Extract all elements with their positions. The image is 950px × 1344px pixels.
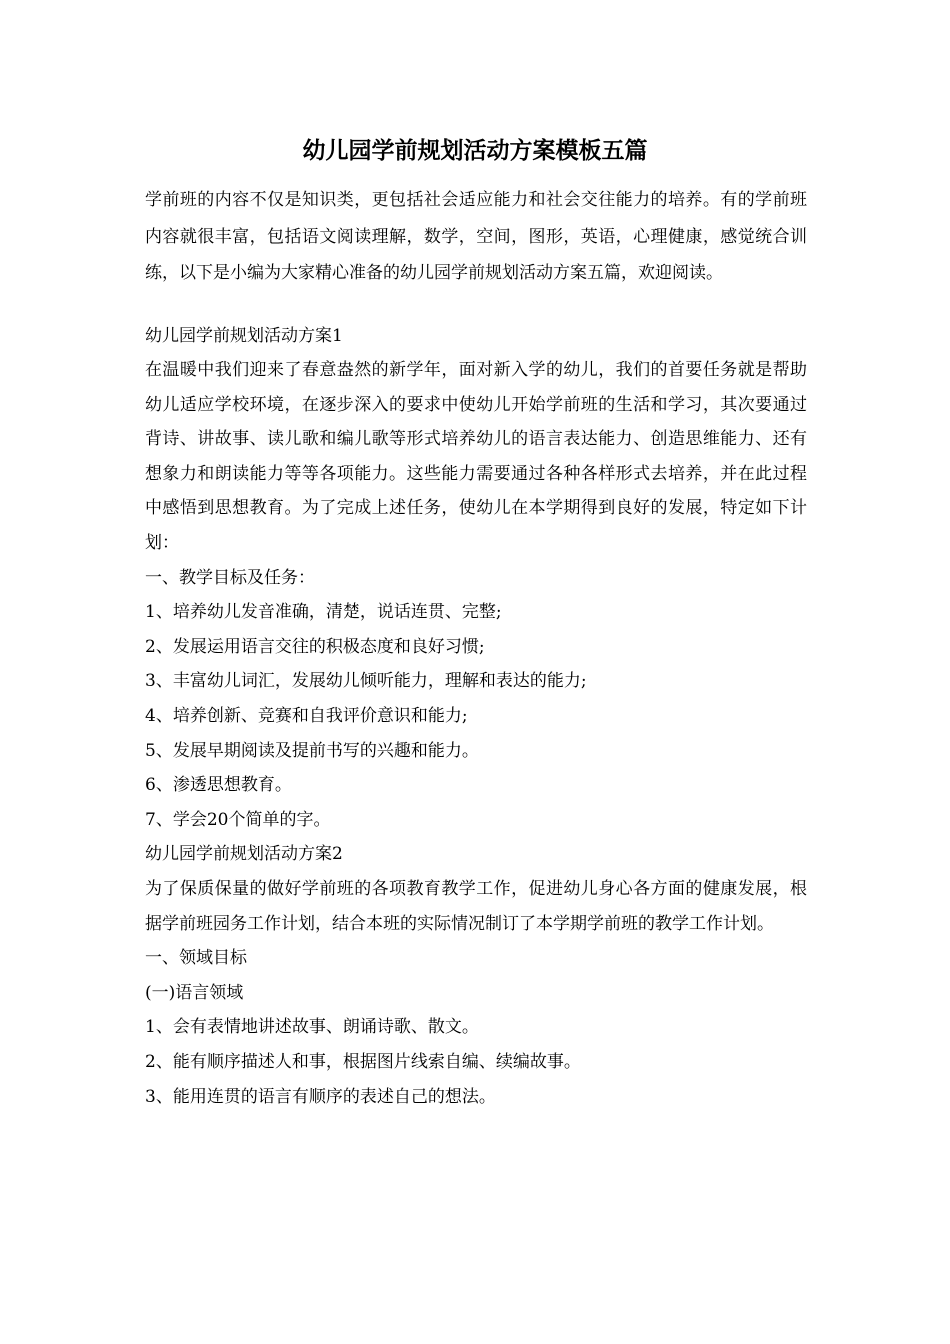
plan2-list-item: 3、能用连贯的语言有顺序的表述自己的想法。 [145, 1086, 496, 1107]
document-title: 幼儿园学前规划活动方案模板五篇 [302, 138, 648, 164]
intro-paragraph: 学前班的内容不仅是知识类，更包括社会适应能力和社会交往能力的培养。有的学前班内容就很丰富，包括语文阅读理解，数学，空间，图形，英语，心理健康，感觉统合训练，以下是小编为大家精心准备的幼儿园学前规划活动方案五篇，欢迎阅读。 [145, 190, 807, 283]
plan1-body-paragraph: 在温暖中我们迎来了春意盎然的新学年，面对新入学的幼儿，我们的首要任务就是帮助幼儿适应学校环境，在逐步深入的要求中使幼儿开始学前班的生活和学习，其次要通过背诗、讲故事、读儿歌和编儿歌等形式培养幼儿的语言表达能力、创造思维能力、还有想象力和朗读能力等等各项能力。这些能力需要通过各种各样形式去培养，并在此过程中感悟到思想教育。为了完成上述任务，使幼儿在本学期得到良好的发展，特定如下计划： [145, 360, 807, 554]
plan1-goal-item: 2、发展运用语言交往的积极态度和良好习惯; [145, 636, 485, 657]
plan1-goal-item: 3、丰富幼儿词汇，发展幼儿倾听能力，理解和表达的能力; [145, 671, 587, 692]
plan2-section-heading: 一、领域目标 [145, 948, 247, 969]
plan1-goal-item: 5、发展早期阅读及提前书写的兴趣和能力。 [145, 740, 479, 761]
plan2-list-item: 2、能有顺序描述人和事，根据图片线索自编、续编故事。 [145, 1051, 581, 1072]
plan2-heading: 幼儿园学前规划活动方案2 [145, 844, 343, 865]
plan1-goals-heading: 一、教学目标及任务： [145, 567, 315, 588]
plan1-heading: 幼儿园学前规划活动方案1 [145, 325, 343, 346]
plan1-goal-item: 1、培养幼儿发音准确，清楚，说话连贯、完整; [145, 602, 502, 623]
document-body [145, 182, 807, 1114]
plan2-list-item: 1、会有表情地讲述故事、朗诵诗歌、散文。 [145, 1017, 479, 1038]
plan1-goal-item: 6、渗透思想教育。 [145, 775, 292, 796]
plan2-subsection-heading: (一)语言领域 [145, 982, 244, 1003]
plan1-goal-item: 7、学会20个简单的字。 [145, 809, 331, 830]
plan2-body-paragraph: 为了保质保量的做好学前班的各项教育教学工作，促进幼儿身心各方面的健康发展，根据学前班园务工作计划，结合本班的实际情况制订了本学期学前班的教学工作计划。 [145, 879, 807, 934]
plan1-goal-item: 4、培养创新、竞赛和自我评价意识和能力; [145, 706, 468, 727]
